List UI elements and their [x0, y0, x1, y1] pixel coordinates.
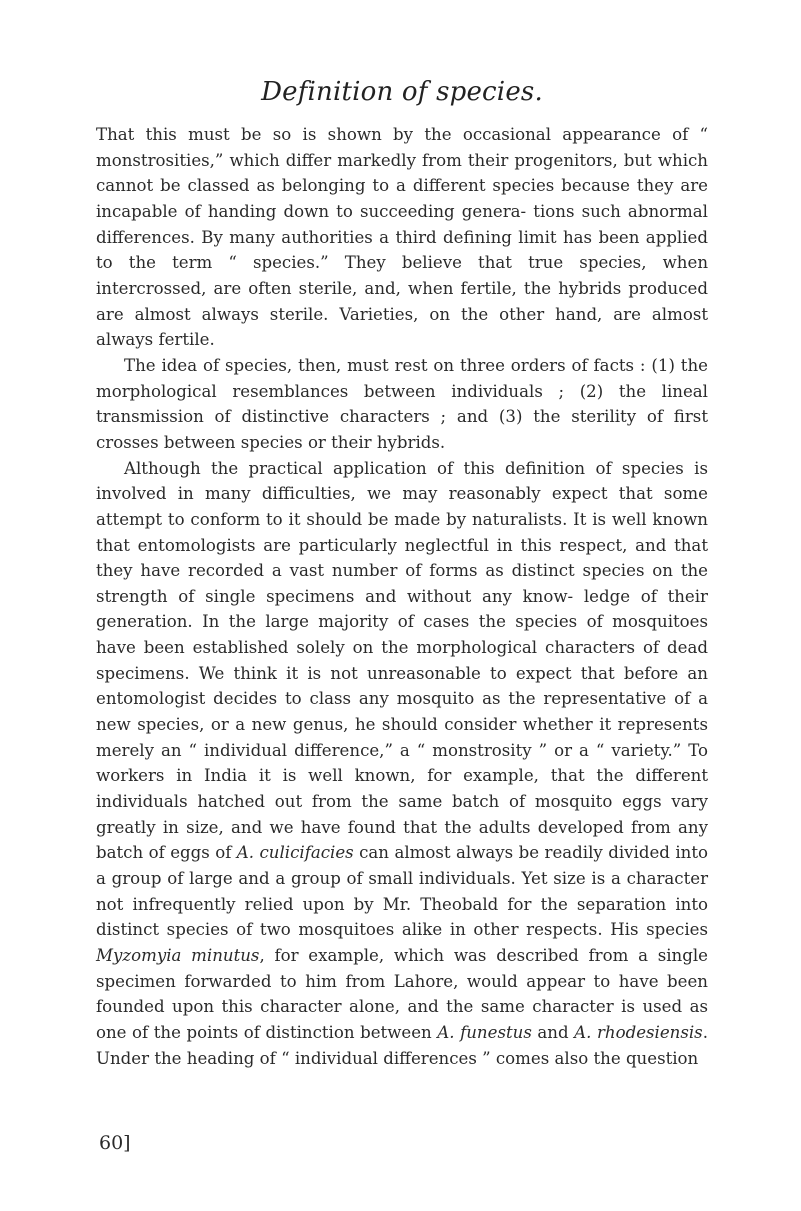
paragraph-3-text-b: can almost always be readily divided into a group of large and a group of small individuals. Yet size is a character not infrequently relied upon by Mr. Theobald for the separation into distinct species of two mosquitoes alike in other respects. His species — [96, 843, 708, 940]
paragraph-2: The idea of species, then, must rest on three orders of facts : (1) the morphological resemblances between individuals ; (2) the lineal transmission of distinctive characters ; and (3) the sterility of first crosses between species or their hybrids. — [96, 355, 708, 452]
paragraph-3-text-e: . Under the heading of “ individual differences ” comes also the question — [96, 1022, 708, 1068]
page-content — [96, 78, 708, 1071]
running-head: Definition of species. — [261, 77, 543, 107]
species-name-culicifacies: A. culicifacies — [236, 843, 354, 863]
paragraph-3 — [96, 456, 708, 1072]
species-name-myzomyia-minutus: Myzomyia minutus — [96, 946, 260, 965]
paragraph-3-text-c: , for example, which was described from a single specimen forwarded to him from Lahore, would appear to have been founded upon this character alone, and the same character is used as one of the points of distinction between — [96, 946, 708, 1042]
paragraph-1: That this must be so is shown by the occasional appearance of “ monstrosities,” which differ markedly from their progenitors, but which cannot be classed as belonging to a different species because they are incapable of handing down to succeeding genera- tions such abnormal differences. By many authorities a third defining limit has been applied to the term “ species.” They believe that true species, when intercrossed, are often sterile, and, when fertile, the hybrids produced are almost always sterile. Varieties, on the other hand, are almost always fertile. — [96, 125, 708, 350]
species-name-funestus: A. funestus — [437, 1022, 532, 1042]
species-name-rhodesiensis: A. rhodesiensis — [574, 1022, 703, 1042]
paragraph-3-text-a: Although the practical application of this definition of species is involved in many difficulties, we may reasonably expect that some attempt to conform to it should be made by naturalists. It is well known that entomologists are particularly neglectful in this respect, and that they have recorded a vast number of forms as distinct species on the strength of single specimens and without any know- ledge of their generation. In the large majority of cases the species of mosquitoes have been established solely on the morphological characters of dead specimens. We think it is not unreasonable to expect that before an entomologist decides to class any mosquito as the representative of a new species, or a new genus, he should consider whether it represents merely an “ individual difference,” a “ monstrosity ” or a “ variety.” To workers in India it is well known, for example, that the different individuals hatched out from the same batch of mosquito eggs vary greatly in size, and we have found that the adults developed from any batch of eggs of — [96, 458, 708, 863]
page-number: 60] — [99, 1132, 131, 1154]
body-text — [96, 122, 708, 1071]
paragraph-3-text-d: and — [531, 1022, 575, 1042]
